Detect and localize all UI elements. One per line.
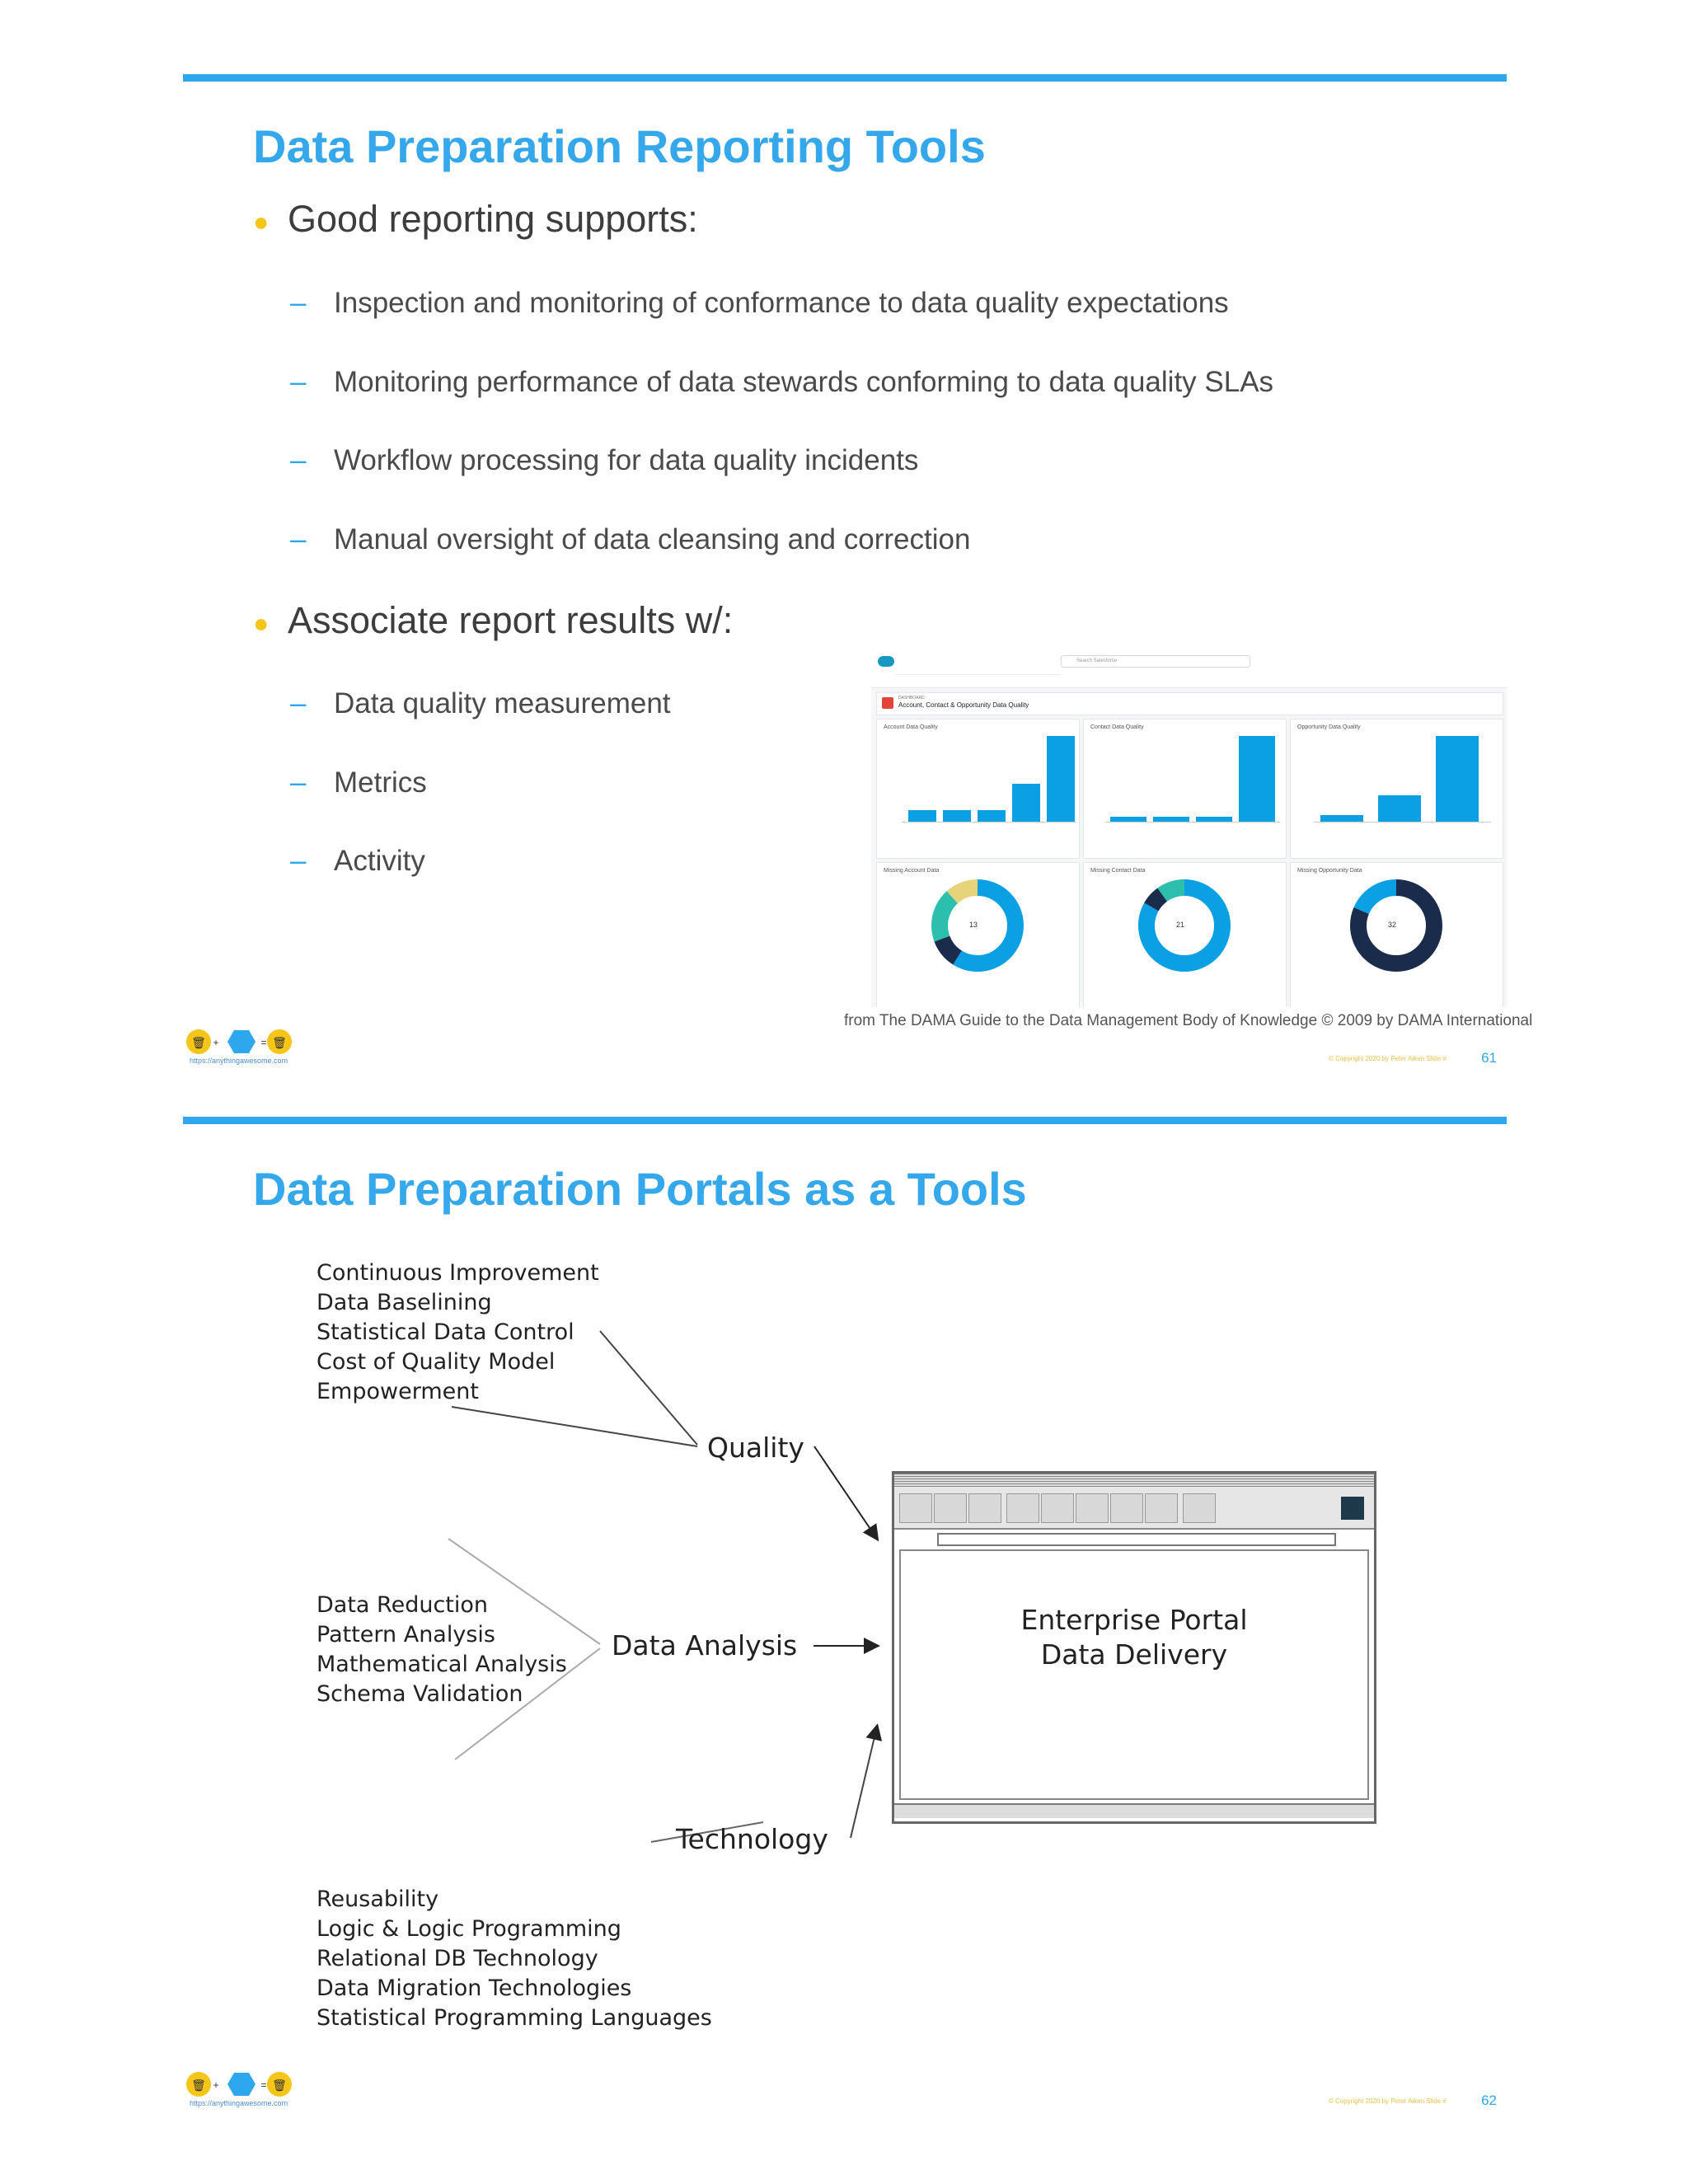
bar — [978, 810, 1006, 822]
bar — [1239, 736, 1275, 822]
slide-top-bar — [183, 74, 1507, 82]
svg-text:+: + — [213, 1037, 219, 1048]
browser-logo-icon — [1341, 1497, 1364, 1520]
footer-copyright: © Copyright 2020 by Peter Aiken Slide # — [1329, 2097, 1447, 2105]
toolbar-button[interactable] — [934, 1493, 967, 1523]
bar-panel-opportunity: Opportunity Data Quality — [1290, 719, 1503, 859]
bullet-icon: ● — [253, 607, 270, 638]
dash-icon: – — [290, 766, 307, 799]
dash-icon: – — [290, 687, 307, 719]
donut-chart — [1084, 874, 1286, 998]
bullet-associate: ● Associate report results w/: — [253, 599, 734, 641]
bar — [1012, 784, 1040, 822]
svg-text:=: = — [260, 2079, 267, 2091]
analysis-label: Data Analysis — [612, 1629, 798, 1661]
slide-number: 61 — [1481, 1050, 1497, 1066]
bar-panel-contact: Contact Data Quality — [1083, 719, 1287, 859]
sub-bullet: – Metrics — [290, 766, 427, 799]
portal-toolbar — [894, 1487, 1374, 1530]
portal-text-line1: Enterprise Portal — [1020, 1604, 1248, 1636]
slide-title: Data Preparation Reporting Tools — [253, 120, 986, 172]
axis-line — [1105, 822, 1280, 823]
quality-label: Quality — [707, 1432, 804, 1464]
portal-content — [899, 1549, 1369, 1800]
bar — [1378, 795, 1421, 822]
quality-list: Continuous Improvement Data Baselining Statistical Data Control Cost of Quality Model Empowerment — [316, 1260, 599, 1404]
axis-line — [902, 822, 1076, 823]
technology-label: Technology — [676, 1823, 828, 1855]
donut-chart — [877, 874, 1079, 998]
brand-logo — [185, 2066, 292, 2116]
portal-titlebar — [894, 1474, 1374, 1487]
image-caption: from The DAMA Guide to the Data Management Body of Knowledge © 2009 by DAMA International — [844, 1012, 1533, 1029]
bar — [908, 810, 936, 822]
tab-strip — [896, 674, 1061, 683]
toolbar-button[interactable] — [1183, 1493, 1216, 1523]
analysis-list: Data Reduction Pattern Analysis Mathematical Analysis Schema Validation — [316, 1592, 567, 1707]
slide-62 — [183, 1117, 1507, 2147]
bar — [1047, 736, 1075, 822]
donut-panel-opportunity: Missing Opportunity Data 32 — [1290, 862, 1503, 1007]
svg-text:+: + — [213, 2079, 219, 2091]
bar — [1436, 736, 1479, 822]
donut-chart — [1291, 874, 1503, 998]
brand-logo — [185, 1024, 292, 1073]
slide-number: 62 — [1481, 2093, 1497, 2108]
sub-bullet: – Data quality measurement — [290, 687, 671, 719]
toolbar-button[interactable] — [1006, 1493, 1039, 1523]
sub-bullet: – Monitoring performance of data stewards conforming to data quality SLAs — [290, 366, 1274, 398]
dash-icon: – — [290, 523, 307, 555]
dashboard-icon — [882, 697, 893, 709]
dashboard-title-bar — [876, 692, 1503, 715]
svg-text:=: = — [260, 1037, 267, 1048]
bar-panel-account: Account Data Quality — [876, 719, 1080, 859]
portal-statusbar — [894, 1803, 1374, 1818]
dash-icon: – — [290, 366, 307, 398]
dashboard-screenshot — [871, 651, 1507, 1007]
logo-url: https://anythingawesome.com — [190, 2099, 288, 2107]
axis-line — [1314, 822, 1491, 823]
portal-text-line2: Data Delivery — [1040, 1638, 1228, 1671]
donut-value: 32 — [1388, 921, 1397, 929]
sub-bullet: – Manual oversight of data cleansing and correction — [290, 523, 971, 555]
dash-icon: – — [290, 845, 307, 877]
dash-icon: – — [290, 287, 307, 319]
bullet-good-reporting: ● Good reporting supports: — [253, 198, 698, 240]
svg-text:🗑: 🗑 — [191, 2079, 206, 2092]
location-input[interactable] — [937, 1533, 1336, 1546]
dashboard-header-small: DASHBOARD — [898, 696, 925, 701]
cloud-logo-icon — [878, 656, 894, 667]
sub-bullet: – Workflow processing for data quality incidents — [290, 444, 919, 476]
toolbar-button[interactable] — [1110, 1493, 1143, 1523]
donut-value: 21 — [1176, 921, 1185, 929]
svg-text:🗑: 🗑 — [272, 2079, 287, 2092]
slide-title: Data Preparation Portals as a Tools — [253, 1163, 1027, 1215]
svg-text:🗑: 🗑 — [191, 1036, 206, 1049]
dashboard-header — [871, 651, 1507, 688]
bar — [1320, 815, 1363, 822]
sub-bullet: – Inspection and monitoring of conformance to data quality expectations — [290, 287, 1229, 319]
footer-copyright: © Copyright 2020 by Peter Aiken Slide # — [1329, 1055, 1447, 1062]
toolbar-button[interactable] — [1145, 1493, 1178, 1523]
toolbar-button[interactable] — [1041, 1493, 1074, 1523]
donut-panel-account: Missing Account Data 13 — [876, 862, 1080, 1007]
donut-panel-contact: Missing Contact Data 21 — [1083, 862, 1287, 1007]
toolbar-button[interactable] — [968, 1493, 1001, 1523]
slide-61 — [183, 74, 1533, 1104]
sub-bullet: – Activity — [290, 845, 425, 877]
bar — [943, 810, 971, 822]
bullet-icon: ● — [253, 206, 270, 237]
svg-text:🗑: 🗑 — [272, 1036, 287, 1049]
toolbar-button[interactable] — [1076, 1493, 1109, 1523]
donut-value: 13 — [969, 921, 978, 929]
technology-list: Reusability Logic & Logic Programming Relational DB Technology Data Migration Technologies Statistical Programming Languages — [316, 1886, 712, 2031]
dashboard-title: Account, Contact & Opportunity Data Quality — [898, 701, 1029, 709]
portal-window — [892, 1471, 1376, 1824]
search-input[interactable]: Search Salesforce — [1061, 655, 1250, 668]
dash-icon: – — [290, 444, 307, 476]
toolbar-button[interactable] — [899, 1493, 932, 1523]
logo-url: https://anythingawesome.com — [190, 1057, 288, 1065]
